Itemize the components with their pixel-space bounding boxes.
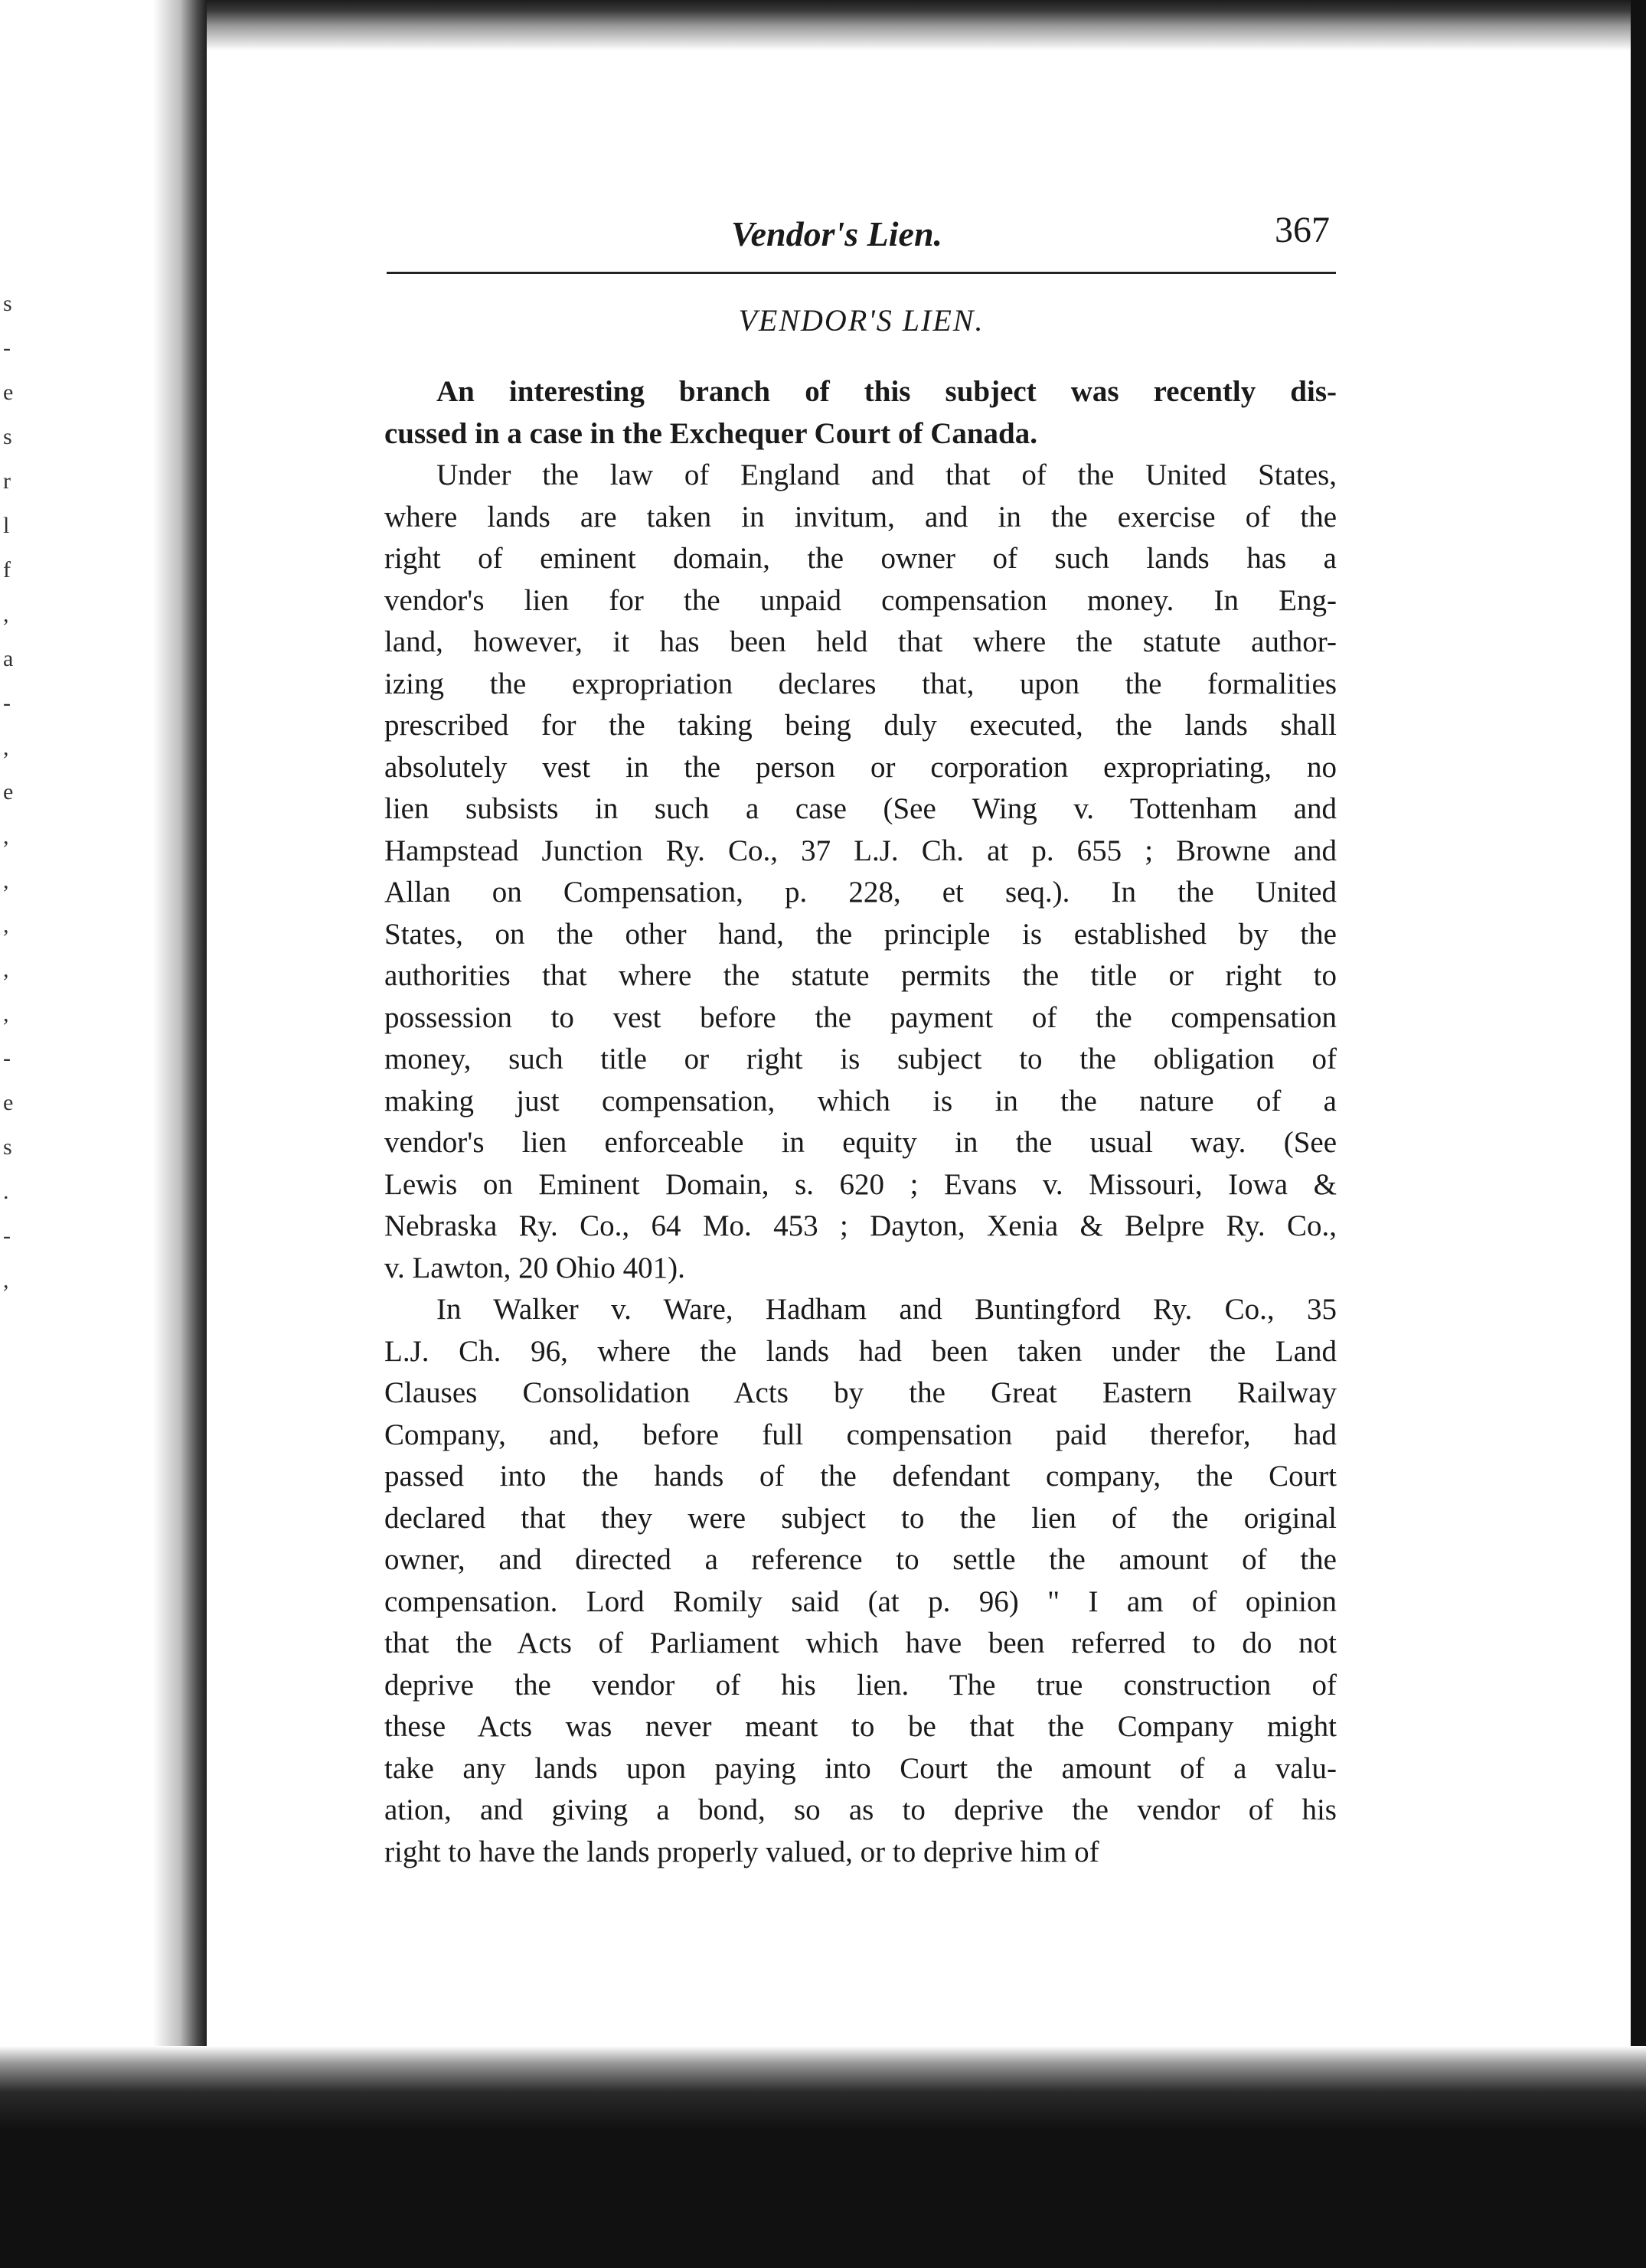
text-line: In Walker v. Ware, Hadham and Buntingford Ry. Co., 35 — [436, 1293, 1337, 1326]
text-line: owner, and directed a reference to settle the amount of the — [384, 1543, 1337, 1576]
page-number: 367 — [1275, 210, 1330, 250]
margin-fragment: , — [3, 957, 9, 982]
text-line: Clauses Consolidation Acts by the Great Eastern Railway — [384, 1376, 1337, 1409]
adjacent-page-margin-fragments — [3, 291, 34, 1362]
margin-fragment: - — [3, 690, 11, 716]
text-line: ation, and giving a bond, so as to deprive the vendor of his — [384, 1793, 1337, 1826]
margin-fragment: , — [3, 735, 9, 760]
margin-fragment: e — [3, 1090, 14, 1115]
text-line: making just compensation, which is in the nature of a — [384, 1084, 1337, 1118]
text-line: right of eminent domain, the owner of such lands has a — [384, 542, 1337, 575]
margin-fragment: , — [3, 1001, 9, 1026]
section-title: VENDOR'S LIEN. — [738, 303, 985, 338]
text-line: izing the expropriation declares that, upon the formalities — [384, 667, 1337, 700]
text-line: deprive the vendor of his lien. The true construction of — [384, 1668, 1337, 1702]
margin-fragment: , — [3, 868, 9, 893]
text-line: lien subsists in such a case (See Wing v. Tottenham and — [384, 792, 1337, 825]
running-head — [387, 203, 1336, 272]
header-rule — [387, 272, 1336, 274]
text-line: possession to vest before the payment of the compensation — [384, 1000, 1337, 1034]
margin-fragment: s — [3, 1134, 12, 1160]
text-line: these Acts was never meant to be that the Company might — [384, 1710, 1337, 1743]
margin-fragment: , — [3, 912, 9, 938]
margin-fragment: f — [3, 557, 11, 583]
text-line: Lewis on Eminent Domain, s. 620 ; Evans v. Missouri, Iowa & — [384, 1167, 1337, 1201]
text-line: Allan on Compensation, p. 228, et seq.). In the United — [384, 876, 1337, 909]
margin-fragment: , — [3, 824, 9, 849]
text-line: v. Lawton, 20 Ohio 401). — [384, 1251, 685, 1284]
text-line: money, such title or right is subject to the obligation of — [384, 1043, 1337, 1075]
margin-fragment: s — [3, 291, 12, 316]
running-title: Vendor's Lien. — [731, 214, 943, 253]
text-line: Hampstead Junction Ry. Co., 37 L.J. Ch. at p. 655 ; Browne and — [384, 834, 1337, 867]
text-line: absolutely vest in the person or corporation expropriating, no — [384, 750, 1337, 784]
paragraph — [384, 371, 1337, 455]
text-line: passed into the hands of the defendant company, the Court — [384, 1460, 1337, 1493]
text-line: that the Acts of Parliament which have been referred to do not — [384, 1627, 1337, 1659]
margin-fragment: - — [3, 1046, 11, 1071]
margin-fragment: a — [3, 646, 14, 671]
margin-fragment: e — [3, 779, 14, 804]
text-line: where lands are taken in invitum, and in the exercise of the — [384, 500, 1337, 534]
margin-fragment: s — [3, 424, 12, 449]
text-line: Company, and, before full compensation paid therefor, had — [384, 1418, 1337, 1451]
text-line: cussed in a case in the Exchequer Court of Canada. — [384, 416, 1037, 450]
text-line: Under the law of England and that of the United States, — [436, 458, 1337, 491]
text-line: Nebraska Ry. Co., 64 Mo. 453 ; Dayton, Xenia & Belpre Ry. Co., — [384, 1209, 1337, 1242]
text-line: right to have the lands properly valued, or to deprive him of — [384, 1835, 1099, 1868]
text-line: land, however, it has been held that where the statute author- — [384, 625, 1337, 658]
margin-fragment: - — [3, 335, 11, 361]
text-line: vendor's lien for the unpaid compensation money. In Eng- — [384, 583, 1337, 617]
text-line: L.J. Ch. 96, where the lands had been taken under the Land — [384, 1334, 1337, 1368]
scan-right-edge — [1631, 0, 1646, 2268]
margin-fragment: r — [3, 468, 11, 494]
text-line: vendor's lien enforceable in equity in the usual way. (See — [384, 1126, 1337, 1159]
margin-fragment: , — [3, 602, 9, 627]
scan-bottom-edge — [0, 2046, 1646, 2268]
text-line: An interesting branch of this subject was recently dis- — [436, 375, 1337, 408]
paragraph — [384, 455, 1337, 1289]
margin-fragment: , — [3, 1268, 9, 1293]
text-line: States, on the other hand, the principle is established by the — [384, 917, 1337, 951]
margin-fragment: l — [3, 513, 10, 538]
text-line: take any lands upon paying into Court the amount of a valu- — [384, 1751, 1337, 1785]
text-line: compensation. Lord Romily said (at p. 96) " I am of opinion — [384, 1584, 1337, 1618]
scan-top-edge — [0, 0, 1646, 54]
text-line: authorities that where the statute permits the title or right to — [384, 959, 1337, 992]
body-text — [384, 371, 1337, 1873]
text-line: prescribed for the taking being duly executed, the lands shall — [384, 709, 1337, 742]
margin-fragment: . — [3, 1179, 9, 1204]
margin-fragment: e — [3, 380, 14, 405]
text-line: declared that they were subject to the lien of the original — [384, 1501, 1337, 1535]
paragraph — [384, 1289, 1337, 1873]
margin-fragment: - — [3, 1223, 11, 1248]
